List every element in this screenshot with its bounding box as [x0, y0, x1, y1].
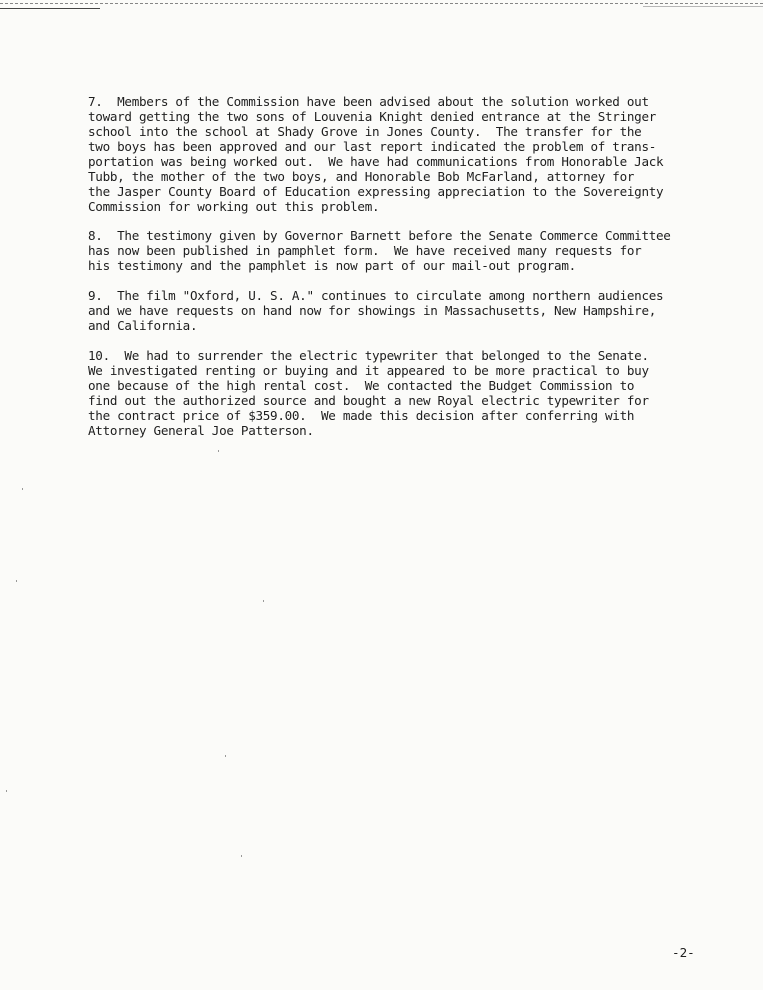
scan-speck [218, 450, 219, 452]
scan-speck [6, 790, 7, 792]
page-number: -2- [672, 945, 695, 960]
top-edge-rule-right [643, 6, 763, 7]
scan-speck [241, 855, 242, 857]
paragraph-7: 7. Members of the Commission have been advised about the solution worked out toward getting the two sons of Louvenia Knight denied entrance at the Stringer school into the school at Shady Grove in Jones County. The transfer for the two boys has been approved and our last report indicated the problem of trans- portation was being worked out. We have had communications from Honorable Jack Tubb, the mother of the two boys, and Honorable Bob McFarland, attorney for the Jasper County Board of Education expressing appreciation to the Sovereignty Commission for working out this problem. [88, 94, 664, 214]
scan-speck [225, 755, 226, 757]
paragraph-10: 10. We had to surrender the electric typewriter that belonged to the Senate. We investigated renting or buying and it appeared to be more practical to buy one because of the high rental cost. We contacted the Budget Commission to find out the authorized source and bought a new Royal electric typewriter for the contract price of $359.00. We made this decision after conferring with Attorney General Joe Patterson. [88, 348, 649, 438]
paragraph-8: 8. The testimony given by Governor Barnett before the Senate Commerce Committee has now been published in pamphlet form. We have received many requests for his testimony and the pamphlet is now part of our mail-out program. [88, 228, 671, 273]
scan-speck [22, 488, 23, 490]
paragraph-9: 9. The film "Oxford, U. S. A." continues to circulate among northern audiences and we have requests on hand now for showings in Massachusetts, New Hampshire, and California. [88, 288, 664, 333]
scan-speck [16, 580, 17, 582]
top-edge-rule [0, 3, 763, 4]
scan-speck [263, 600, 264, 602]
top-edge-rule-short [0, 8, 100, 9]
